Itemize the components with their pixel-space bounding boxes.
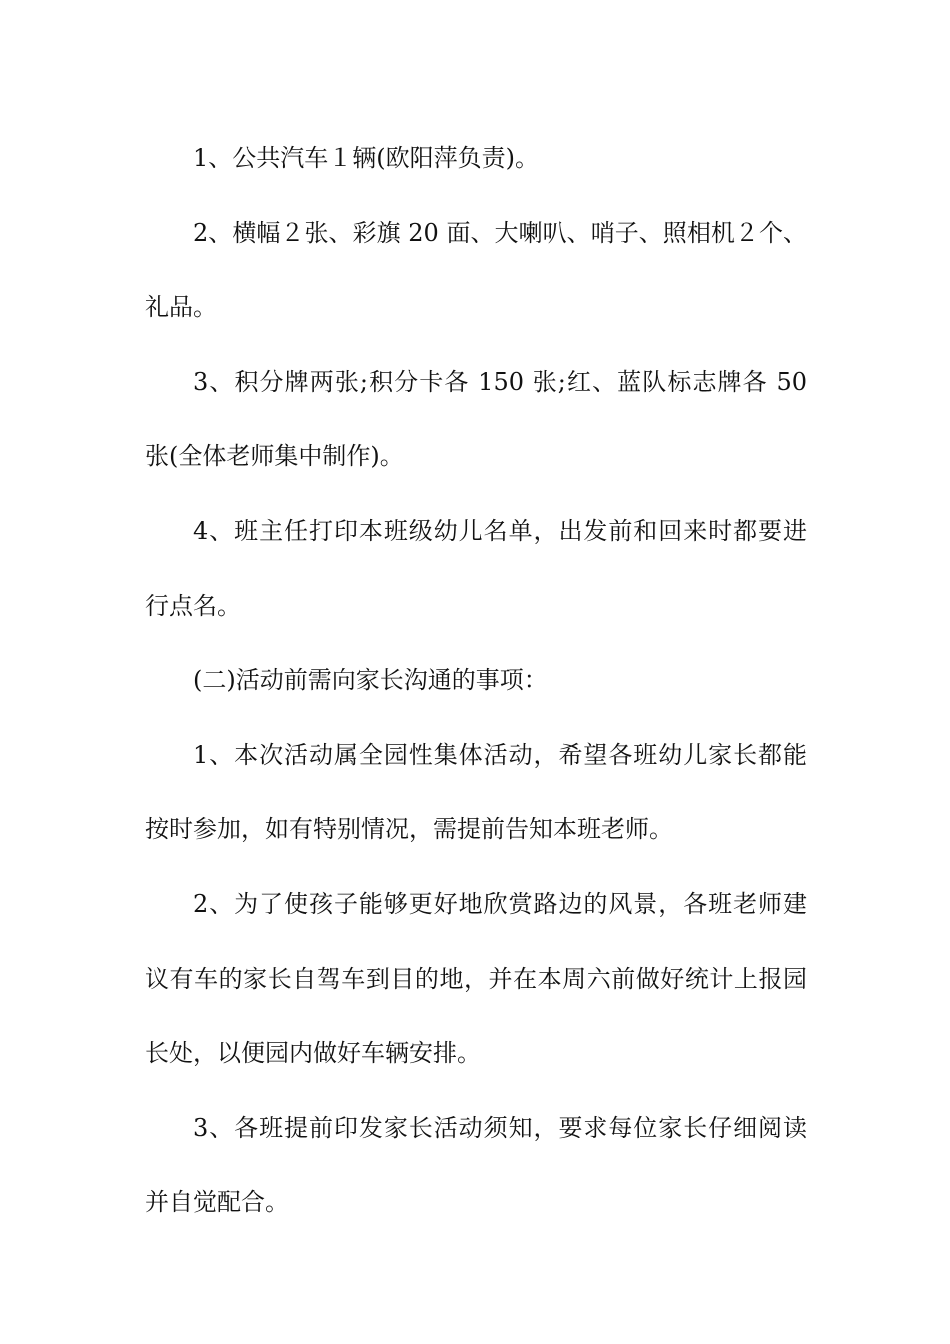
paragraph-bus: 1、公共汽车１辆(欧阳萍负责)。: [193, 144, 539, 172]
paragraph-activity-notice: 3、各班提前印发家长活动须知，要求每位家长仔细阅读并自觉配合。: [145, 1113, 807, 1217]
paragraph-banners: 2、横幅２张、彩旗 20 面、大喇叭、哨子、照相机２个、礼品。: [145, 218, 807, 322]
paragraph-roll-call: 4、班主任打印本班级幼儿名单，出发前和回来时都要进行点名。: [145, 516, 807, 620]
paragraph-score-boards: 3、积分牌两张;积分卡各 150 张;红、蓝队标志牌各 50 张(全体老师集中制作)。: [145, 367, 815, 471]
document-body: [145, 121, 815, 1240]
paragraph-attendance: 1、本次活动属全园性集体活动，希望各班幼儿家长都能按时参加，如有特别情况，需提前告知本班老师。: [145, 740, 807, 844]
paragraph-self-driving: 2、为了使孩子能够更好地欣赏路边的风景，各班老师建议有车的家长自驾车到目的地，并在本周六前做好统计上报园长处，以便园内做好车辆安排。: [145, 889, 807, 1068]
section-heading-parent-communication: (二)活动前需向家长沟通的事项：: [193, 666, 548, 695]
